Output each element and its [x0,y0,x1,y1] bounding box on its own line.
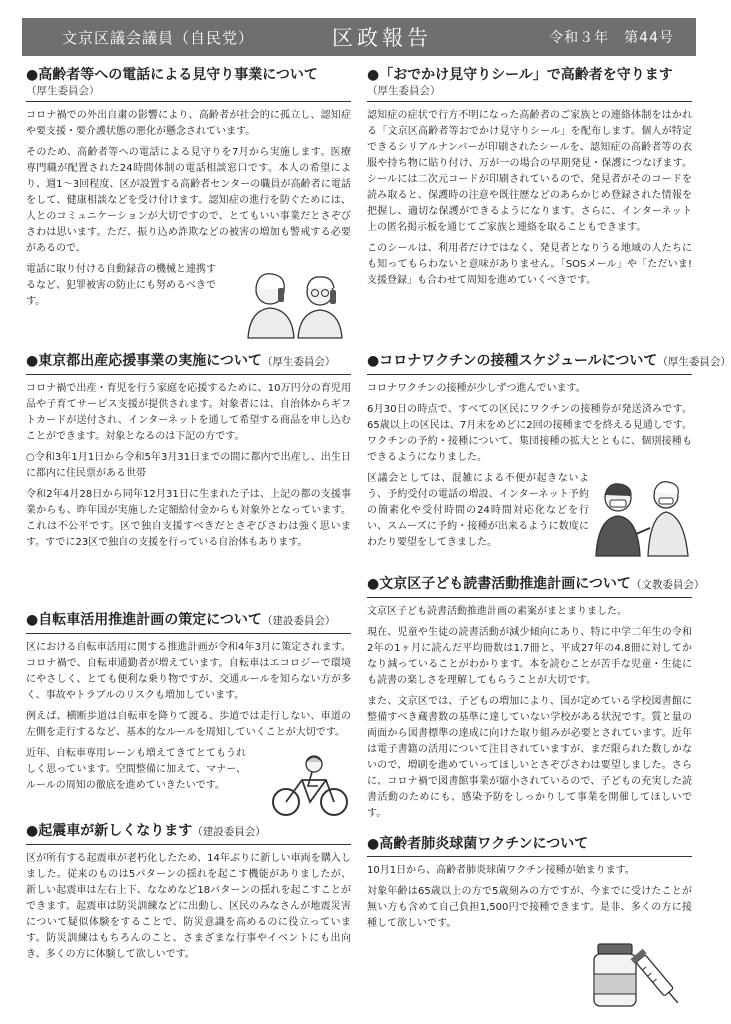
section-title-text: ●文京区子ども読書活動推進計画について [367,576,631,592]
paragraph: 認知症の症状で行方不明になった高齢者のご家族との連絡体制をはかれる「文京区高齢者等おでかけ見守りシール」を配布します。個人が特定できるシリアルナンバーが印刷されたシールを、認知症の高齢者等の衣服や持ち物に貼り付け、万が一の場合の早期発見・保護につなげます。シールには二次元コードが印刷されているので、発見者がそのコードを読み取ると、保護時の注意や既往歴などのあらかじめ登録された情報を把握し、適切な保護ができるようになります。さらに、インターネット上の匿名掲示板を通じてご家族と連絡を取ることもできます。 [367,110,692,233]
committee-label: （厚生委員会） [26,85,100,97]
section-title [367,575,705,594]
council-member-label: 文京区議会議員（自民党） [62,28,255,47]
paragraph: 例えば、横断歩道は自転車を降りて渡る、歩道では走行しない、車道の左側を走行するなど、基本的なルールを周知していくことが大切です。 [26,711,351,738]
paragraph: 区議会としては、混雑による不便が起きないよう、予約受付の電話の増設、インターネット予約の簡素化や受付時間の24時間対応化などを行い、スムーズに予約・接種が出来るように数度にわたり要望をしてきました。 [367,473,589,548]
section-outing-sticker [367,66,692,294]
section-title-text: ●起震車が新しくなります [26,823,193,839]
section-birth-support [26,352,351,556]
committee-label: （厚生委員会） [657,356,731,368]
paragraph: 対象年齢は65歳以上の方で5歳刻みの方ですが、今までに受けたことが無い方も含めて自己負担1,500円で接種できます。是非、多くの方に接種して欲しいです。 [367,886,692,929]
committee-label: （文教委員会） [630,579,705,591]
section-title [367,352,731,371]
section-title [26,611,351,630]
paragraph: このシールは、利用者だけではなく、発見者となりうる地域の人たちにも知ってもらわないと意味がありません。「SOSメール」や「ただいま!支援登録」も合わせて周知を進めていくべきです。 [367,243,692,286]
section-title: ●「おでかけ見守りシール」で高齢者を守ります [367,67,673,83]
paragraph: 10月1日から、高齢者肺炎球菌ワクチン接種が始まります。 [367,865,635,876]
newsletter-title: 区政報告 [332,26,432,50]
paragraph: そのため、高齢者等への電話による見守りを7月から実施します。医療専門職が配置された24時間体制の電話相談窓口です。本人の希望により、週1～3回程度、区が設置する高齢者センターの職員が高齢者に電話をして、健康相談などを受け付けます。認知症の進行を防ぐためには、人とのコミュニケーションが大切ですので、とてもいい事業だとさぞびさわは思います。ただ、振り込め詐欺などの被害の増加も警戒する必要があるので、 [26,147,351,254]
paragraph: 区が所有する起震車が老朽化したため、14年ぶりに新しい車両を購入しました。従来のものは5パターンの揺れを起こす機能がありましたが、新しい起震車は左右上下、ななめなど18パターンの揺れを起こすことができます。起震車は防災訓練などに出動し、区民のみなさんが地震災害について疑似体験をすることで、防災意識を高めるのに役立っています。防災訓練はもちろんのこと、さまざまな行事やイベントにも出向き、多くの方に体験して欲しいです。 [26,853,351,960]
issue-number: 令和３年 第44号 [549,30,674,46]
vaccine-vial-syringe-illustration [588,930,688,1010]
paragraph: 6月30日の時点で、すべての区民にワクチンの接種券が発送済みです。65歳以上の区民は、7月末をめどに2回の接種までを終える見通しです。ワクチンの予約・接種について、集団接種の拡大とともに、個別接種もできるようになりました。 [367,404,692,463]
paragraph: 現在、児童や生徒の読書活動が減少傾向にあり、特に中学二年生の令和2年の1ヶ月に読んだ平均冊数は1.7冊と、平成27年の4.8冊に対してかなり減っていることがわかります。本を読むことが苦手な児童・生徒にも読書の楽しさを理解してもらうことが大切です。 [367,627,692,686]
paragraph: ○令和3年1月1日から令和5年3月31日までの間に都内で出産し、出生日に都内に住民票がある世帯 [26,452,351,479]
section-title-text: ●コロナワクチンの接種スケジュールについて [367,353,658,369]
section-title-text: ●自転車活用推進計画の策定について [26,612,262,628]
paragraph: 令和2年4月28日から同年12月31日に生まれた子は、上記の都の支援事業からも、昨年国が実施した定額給付金からも対象外となっています。これは不公平です。区で独自支援すべきだとさぞびさわは強く思います。すでに23区で独自の支援を行っている自治体もあります。 [26,489,351,548]
paragraph: 区における自転車活用に関する推進計画が令和4年3月に策定されます。コロナ禍で、自転車通勤者が増えています。自転車はエコロジーで環境にやさしく、とても便利な乗り物ですが、交通ルールを知らない方が多く、事故やトラブルのリスクも増加しています。 [26,642,351,701]
header-bar [22,18,696,56]
paragraph: コロナワクチンの接種が少しずつ進んでいます。 [367,383,586,394]
vaccination-illustration [592,478,692,556]
section-quake-car [26,822,351,968]
committee-label: （厚生委員会） [367,85,441,97]
paragraph: 近年、自転車専用レーンも増えてきてとてもうれしく思っています。空間整備に加えて、マナー、ルールの周知の徹底を進めていきたいです。 [26,748,246,791]
child-bicycle-illustration [270,752,350,818]
paragraph: 電話に取り付ける自動録音の機械と連携するなど、犯罪被害の防止にも努めるべきです。 [26,264,216,307]
paragraph: コロナ禍で出産・育児を行う家庭を応援するために、10万円分の育児用品や子育てサービス支援が提供されます。対象者には、自治体からギフトカードが送付され、インターネットを通して希望する商品を申し込むことができます。対象となるのは下記の方です。 [26,383,351,442]
committee-label: （建設委員会） [261,615,336,627]
committee-label: （建設委員会） [192,826,266,838]
paragraph: コロナ禍での外出自粛の影響により、高齢者が社会的に孤立し、認知症や要支援・要介護状態の悪化が懸念されています。 [26,110,351,137]
paragraph: 文京区子ども読書活動推進計画の素案がまとまりました。 [367,606,627,617]
section-title: ●高齢者等への電話による見守り事業について [26,67,318,83]
committee-label: （厚生委員会） [261,356,336,368]
section-title [26,822,351,841]
elderly-phone-call-illustration [240,268,350,340]
section-pneumococcal [367,835,692,937]
section-reading [367,575,705,827]
section-title: ●高齢者肺炎球菌ワクチンについて [367,836,589,852]
paragraph: また、文京区では、子どもの増加により、国が定めている学校図書館に整備すべき蔵書数の基準に達していない学校がある状況です。質と量の両面から図書標準の達成に向けた取り組みが必要とされています。近年は電子書籍の活用について注目されていますが、まだ限られた数しかないので、増刷を進めていってほしいとさぞびさわは要望しました。さらに、コロナ禍で図書館事業が縮小されているので、子どもの充実した読書活動のためにも、感染予防をしっかりして事業を開催してほしいです。 [367,696,692,819]
section-title [26,352,351,371]
section-title-text: ●東京都出産応援事業の実施について [26,353,262,369]
